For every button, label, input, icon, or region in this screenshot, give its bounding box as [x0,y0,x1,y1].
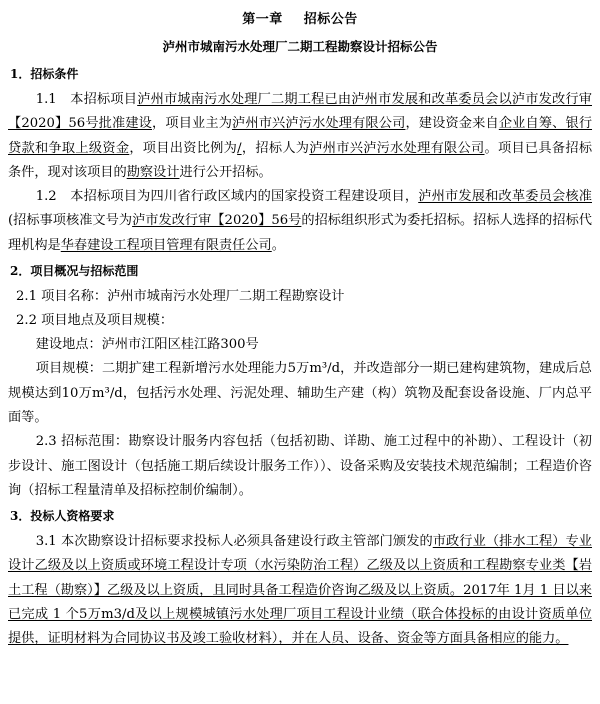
chapter-heading [8,8,592,27]
p11-text-e: ，建设资金来自 [405,116,499,132]
p12-text-c: (招标事项核准文号为 [8,213,133,229]
p11-text-a: 1.1 本招标项目 [35,92,138,107]
p12-text-d: 泸市发改行审【2020】56号 [132,213,302,229]
p11-text-g: ，项目出资比例为 [129,140,238,156]
project-name: 2.1 项目名称：泸州市城南污水处理厂二期工程勘察设计 [16,289,345,305]
p31-text-a: 3.1 本次勘察设计招标要求投标人必须具备建设行政主管部门颁发的 [35,534,433,550]
p12-text-a: 1.2 本招标项目为四川省行政区域内的国家投资工程建设项目， [35,189,419,205]
p11-text-j: 泸州市兴泸污水处理有限公司 [309,140,485,156]
p11-text-f: 企业自筹、银行贷款和争取上级资金 [8,116,593,156]
paragraph-1-1 [8,88,592,185]
project-scale: 项目规模：二期扩建工程新增污水处理能力5万m³/d，并改造部分一期已建构建筑物，建成后总规模达到10万m³/d，包括污水处理、污泥处理、辅助生产建（构）筑物及配套设备设施、厂内总平面等。 [8,361,592,425]
chapter-title: 招标公告 [303,12,358,27]
paragraph-3-1 [8,530,592,651]
p11-text-k: 。项目已具备招标条件，现对该项目的 [8,140,593,180]
p11-text-l: 勘察设计 [126,164,180,180]
p11-text-b: 泸州市城南污水处理厂二期工程已由泸州市发展和改革委员会以泸市发改行审【2020】56号批准建设 [8,92,592,132]
bidding-scope: 2.3 招标范围：勘察设计服务内容包括（包括初勘、详勘、施工过程中的补勘）、工程设计（初步设计、施工图设计（包括施工期后续设计服务工作））、设备采购及安装技术规范编制；工程造价咨询（招标工程量清单及招标控制价编制）。 [8,434,592,498]
p11-text-h: / [237,140,242,156]
chapter-number: 第一章 [242,12,283,27]
p11-text-c: ，项目业主为 [152,116,233,132]
document-title: 泸州市城南污水处理厂二期工程勘察设计招标公告 [162,39,438,54]
section-heading-3: 3．投标人资格要求 [10,509,115,524]
project-location-heading: 2.2 项目地点及项目规模： [16,313,174,329]
p12-text-e: 的招标组织形式为委托招标。招标人选择的招标代理机构是 [8,213,592,253]
section-heading-2: 2．项目概况与招标范围 [10,264,139,279]
p31-text-b: 市政行业（排水工程）专业设计乙级及以上资质或环境工程设计专项（水污染防治工程）乙级及以上资质和工程勘察专业类【岩土工程（勘察）】乙级及以上资质，且同时具备工程造价咨询乙级及以上资质。2017年 1月 1 日以来已完成 1 个5万m3/d及以上规模城镇污水处理厂项目工程设计业绩（联合体投标的由设计资质单位提供，证明材料为合同协议书及竣工验收材料），并在人员、设备、资金等方面具备相应的能力。 [8,534,592,647]
p12-text-f: 华春建设工程项目管理有限责任公司 [60,237,272,253]
p12-text-g: 。 [271,237,285,253]
section-heading-1: 1．招标条件 [10,67,79,81]
p11-text-d: 泸州市兴泸污水处理有限公司 [232,116,406,132]
p11-text-i: ，招标人为 [241,140,310,156]
p12-text-b: 泸州市发展和改革委员会核准 [418,189,592,205]
paragraph-1-2 [8,185,592,258]
project-address: 建设地点：泸州市江阳区桂江路300号 [35,337,259,353]
p11-text-m: 进行公开招标。 [179,164,272,180]
